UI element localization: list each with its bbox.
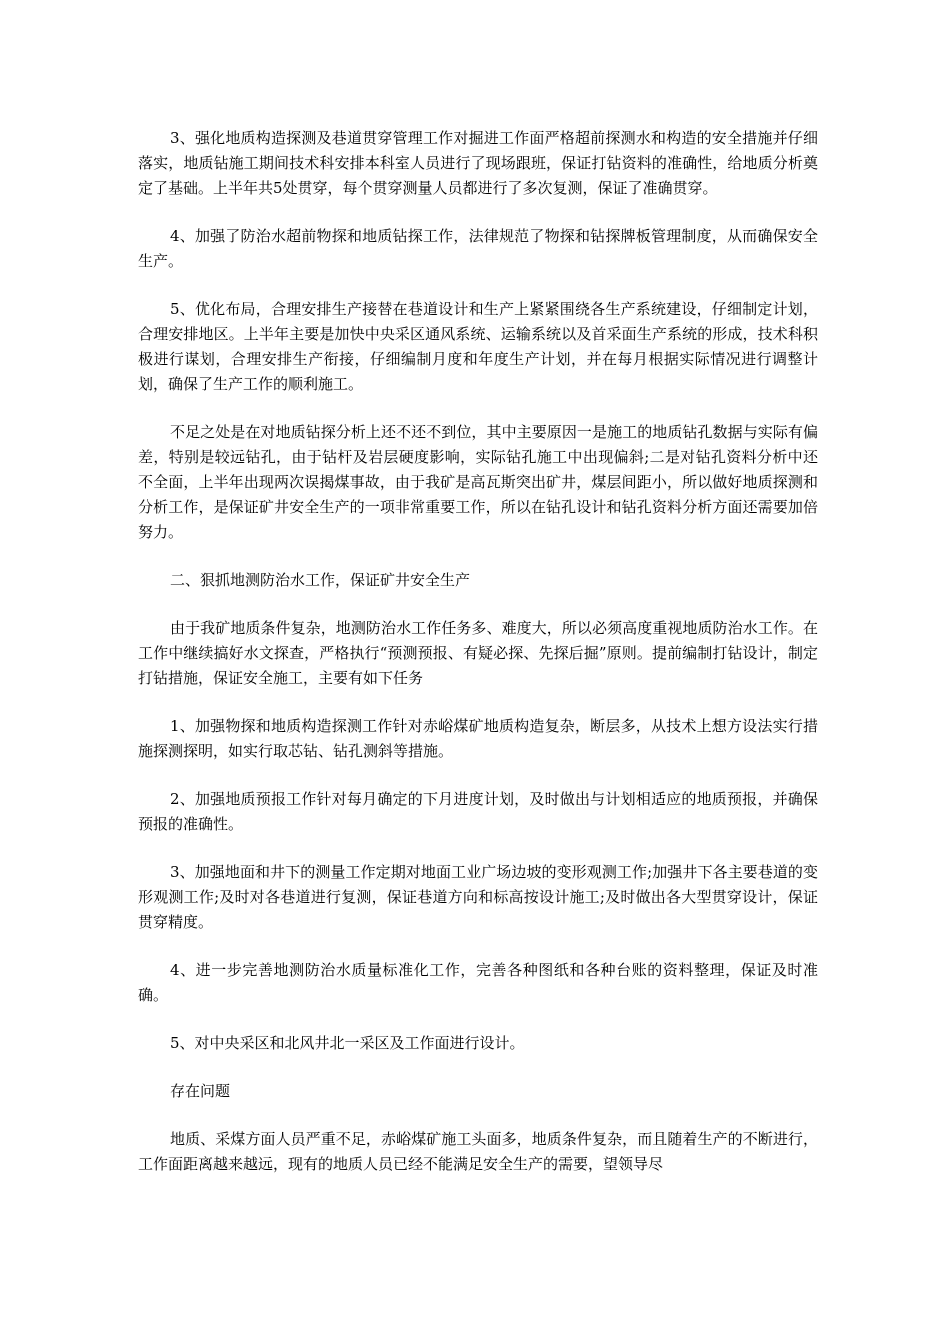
paragraph-layout-optimization: 5、优化布局，合理安排生产接替在巷道设计和生产上紧紧围绕各生产系统建设，仔细制定计划，合理安排地区。上半年主要是加快中央采区通风系统、运输系统以及首采面生产系统的形成，技术科积极进行谋划，合理安排生产衔接，仔细编制月度和年度生产计划，并在每月根据实际情况进行调整计划，确保了生产工作的顺利施工。 [138, 300, 818, 393]
paragraph-task-5: 5、对中央采区和北风井北一采区及工作面进行设计。 [170, 1034, 525, 1052]
paragraph-issues: 地质、采煤方面人员严重不足，赤峪煤矿施工头面多，地质条件复杂，而且随着生产的不断进行，工作面距离越来越远，现有的地质人员已经不能满足安全生产的需要，望领导尽 [138, 1130, 818, 1173]
document-page [138, 126, 818, 1200]
paragraph-task-2: 2、加强地质预报工作针对每月确定的下月进度计划，及时做出与计划相适应的地质预报，并确保预报的准确性。 [138, 790, 818, 833]
paragraph-water-control-intro: 由于我矿地质条件复杂，地测防治水工作任务多、难度大，所以必须高度重视地质防治水工作。在工作中继续搞好水文探查，严格执行“预测预报、有疑必探、先探后掘”原则。提前编制打钻设计，制定打钻措施，保证安全施工，主要有如下任务 [138, 619, 818, 687]
paragraph-task-3: 3、加强地面和井下的测量工作定期对地面工业广场边坡的变形观测工作;加强井下各主要巷道的变形观测工作;及时对各巷道进行复测，保证巷道方向和标高按设计施工;及时做出各大型贯穿设计，保证贯穿精度。 [138, 863, 818, 931]
section-heading-water-control: 二、狠抓地测防治水工作，保证矿井安全生产 [170, 571, 471, 589]
paragraph-task-1: 1、加强物探和地质构造探测工作针对赤峪煤矿地质构造复杂，断层多，从技术上想方设法实行措施探测探明，如实行取芯钻、钻孔测斜等措施。 [138, 717, 818, 760]
paragraph-task-4: 4、进一步完善地测防治水质量标准化工作，完善各种图纸和各种台账的资料整理，保证及时准确。 [138, 961, 818, 1004]
paragraph-geology-survey: 3、强化地质构造探测及巷道贯穿管理工作对掘进工作面严格超前探测水和构造的安全措施并仔细落实，地质钻施工期间技术科安排本科室人员进行了现场跟班，保证打钻资料的准确性，给地质分析奠定了基础。上半年共5处贯穿，每个贯穿测量人员都进行了多次复测，保证了准确贯穿。 [138, 129, 818, 197]
paragraph-shortcomings: 不足之处是在对地质钻探分析上还不还不到位，其中主要原因一是施工的地质钻孔数据与实际有偏差，特别是较远钻孔，由于钻杆及岩层硬度影响，实际钻孔施工中出现偏斜;二是对钻孔资料分析中还不全面，上半年出现两次误揭煤事故，由于我矿是高瓦斯突出矿井，煤层间距小，所以做好地质探测和分析工作，是保证矿井安全生产的一项非常重要工作，所以在钻孔设计和钻孔资料分析方面还需要加倍努力。 [138, 423, 818, 541]
section-heading-issues: 存在问题 [170, 1082, 231, 1100]
paragraph-water-prevention: 4、加强了防治水超前物探和地质钻探工作，法律规范了物探和钻探牌板管理制度，从而确保安全生产。 [138, 227, 818, 270]
